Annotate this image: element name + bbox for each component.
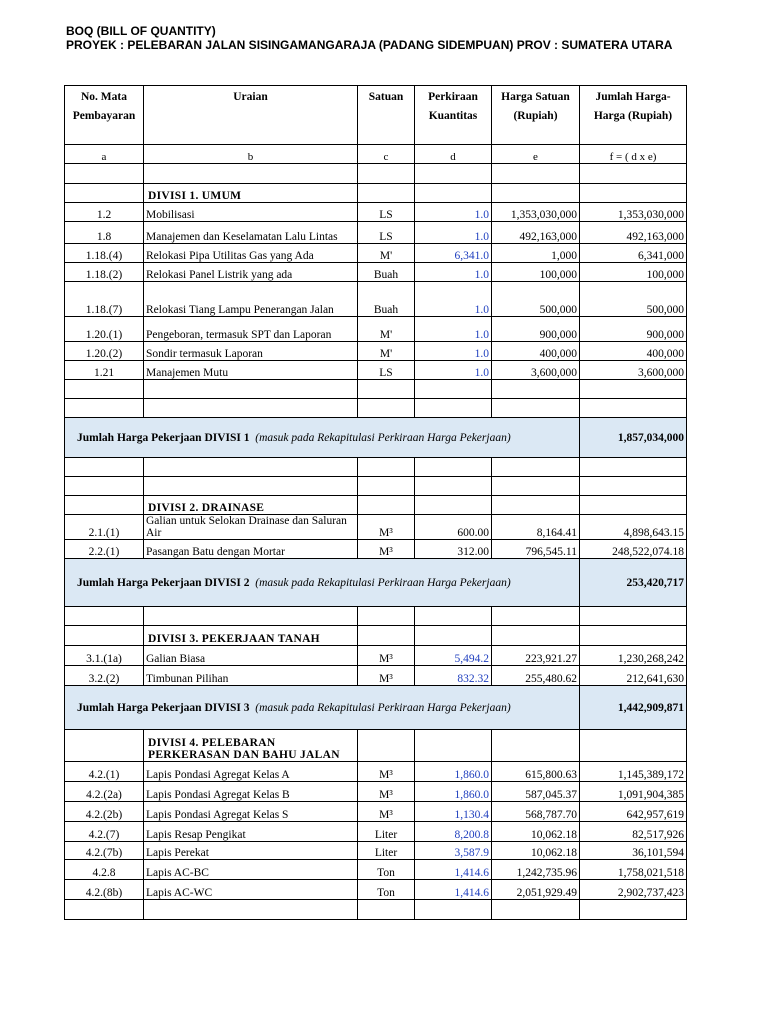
project-subtitle: PROYEK : PELEBARAN JALAN SISINGAMANGARAJA (PADANG SIDEMPUAN) PROV : SUMATERA UTARA <box>66 38 673 52</box>
division-title-text: DIVISI 1. UMUM <box>148 190 242 202</box>
empty-cell <box>492 607 580 626</box>
item-quantity: 1.0 <box>415 317 492 342</box>
item-description: Lapis Pondasi Agregat Kelas B <box>144 782 358 802</box>
division-title-text: DIVISI 3. PEKERJAAN TANAH <box>148 633 320 645</box>
item-unit: Buah <box>358 263 415 282</box>
item-description: Lapis Pondasi Agregat Kelas A <box>144 762 358 782</box>
empty-cell <box>65 184 144 203</box>
empty-cell <box>492 164 580 184</box>
item-quantity: 5,494.2 <box>415 646 492 666</box>
empty-cell <box>492 184 580 203</box>
empty-cell <box>144 458 358 477</box>
table-row <box>65 361 687 380</box>
item-number: 3.2.(2) <box>65 666 144 686</box>
item-unit: M' <box>358 244 415 263</box>
empty-cell <box>358 399 415 418</box>
item-total: 400,000 <box>580 342 687 361</box>
empty-cell <box>580 184 687 203</box>
item-unit-price: 1,353,030,000 <box>492 203 580 222</box>
item-total: 500,000 <box>580 282 687 317</box>
item-description: Sondir termasuk Laporan <box>144 342 358 361</box>
item-unit-price: 587,045.37 <box>492 782 580 802</box>
item-quantity: 1.0 <box>415 361 492 380</box>
item-quantity: 600.00 <box>415 515 492 540</box>
empty-cell <box>144 477 358 496</box>
table-row <box>65 203 687 222</box>
empty-cell <box>580 730 687 762</box>
empty-cell <box>415 164 492 184</box>
col-header-uraian: Uraian <box>144 86 358 145</box>
item-total: 2,902,737,423 <box>580 880 687 900</box>
item-total: 900,000 <box>580 317 687 342</box>
division-1-title-row <box>65 184 687 203</box>
item-quantity: 1,860.0 <box>415 782 492 802</box>
item-unit: Liter <box>358 822 415 842</box>
empty-cell <box>415 458 492 477</box>
item-unit: M³ <box>358 782 415 802</box>
division-2-total-row <box>65 559 687 607</box>
division-total-label <box>65 686 580 730</box>
item-quantity: 1.0 <box>415 342 492 361</box>
division-title <box>144 496 358 515</box>
empty-cell <box>492 380 580 399</box>
spacer-row <box>65 399 687 418</box>
empty-cell <box>492 496 580 515</box>
item-number: 1.18.(7) <box>65 282 144 317</box>
item-total: 4,898,643.15 <box>580 515 687 540</box>
empty-cell <box>65 496 144 515</box>
empty-cell <box>144 164 358 184</box>
item-description: Lapis Perekat <box>144 842 358 860</box>
item-number: 1.18.(2) <box>65 263 144 282</box>
division-2-title-row <box>65 496 687 515</box>
item-unit: Liter <box>358 842 415 860</box>
item-number: 4.2.(2a) <box>65 782 144 802</box>
empty-cell <box>580 399 687 418</box>
table-row <box>65 342 687 361</box>
item-unit-price: 8,164.41 <box>492 515 580 540</box>
item-quantity: 312.00 <box>415 540 492 559</box>
empty-cell <box>144 399 358 418</box>
item-unit: M³ <box>358 540 415 559</box>
item-description: Lapis Pondasi Agregat Kelas S <box>144 802 358 822</box>
table-row <box>65 666 687 686</box>
item-number: 1.2 <box>65 203 144 222</box>
item-total: 6,341,000 <box>580 244 687 263</box>
item-total: 82,517,926 <box>580 822 687 842</box>
empty-cell <box>358 730 415 762</box>
division-title-text: DIVISI 2. DRAINASE <box>148 502 265 514</box>
empty-cell <box>580 900 687 920</box>
col-letter-e: e <box>492 145 580 164</box>
item-quantity: 6,341.0 <box>415 244 492 263</box>
item-unit-price: 615,800.63 <box>492 762 580 782</box>
division-total-text: Jumlah Harga Pekerjaan DIVISI 2 <box>77 576 250 589</box>
item-quantity: 1.0 <box>415 222 492 244</box>
empty-cell <box>65 626 144 646</box>
item-description: Galian Biasa <box>144 646 358 666</box>
item-unit-price: 3,600,000 <box>492 361 580 380</box>
item-unit: M³ <box>358 515 415 540</box>
item-total: 1,758,021,518 <box>580 860 687 880</box>
empty-cell <box>358 607 415 626</box>
item-total: 248,522,074.18 <box>580 540 687 559</box>
item-unit-price: 255,480.62 <box>492 666 580 686</box>
empty-cell <box>415 607 492 626</box>
item-unit: M' <box>358 342 415 361</box>
item-unit-price: 1,000 <box>492 244 580 263</box>
spacer-row <box>65 458 687 477</box>
item-quantity: 1.0 <box>415 282 492 317</box>
spacer-row <box>65 164 687 184</box>
division-total-value: 1,857,034,000 <box>580 418 687 458</box>
empty-cell <box>492 458 580 477</box>
item-description: Pasangan Batu dengan Mortar <box>144 540 358 559</box>
spacer-row <box>65 900 687 920</box>
item-description: Pengeboran, termasuk SPT dan Laporan <box>144 317 358 342</box>
item-number: 1.21 <box>65 361 144 380</box>
item-unit: M³ <box>358 762 415 782</box>
item-total: 100,000 <box>580 263 687 282</box>
item-total: 1,353,030,000 <box>580 203 687 222</box>
division-title-text: DIVISI 4. PELEBARAN <box>148 737 276 749</box>
empty-cell <box>358 380 415 399</box>
empty-cell <box>415 900 492 920</box>
empty-cell <box>492 730 580 762</box>
item-description: Relokasi Pipa Utilitas Gas yang Ada <box>144 244 358 263</box>
empty-cell <box>415 399 492 418</box>
col-letter-d: d <box>415 145 492 164</box>
item-unit-price: 2,051,929.49 <box>492 880 580 900</box>
empty-cell <box>358 900 415 920</box>
empty-cell <box>415 380 492 399</box>
item-quantity: 1,860.0 <box>415 762 492 782</box>
empty-cell <box>65 607 144 626</box>
item-description: Lapis Resap Pengikat <box>144 822 358 842</box>
item-quantity: 8,200.8 <box>415 822 492 842</box>
item-total: 492,163,000 <box>580 222 687 244</box>
header-row <box>65 86 687 145</box>
item-unit-price: 796,545.11 <box>492 540 580 559</box>
item-number: 4.2.(1) <box>65 762 144 782</box>
item-unit-price: 10,062.18 <box>492 822 580 842</box>
empty-cell <box>492 900 580 920</box>
empty-cell <box>492 399 580 418</box>
empty-cell <box>415 730 492 762</box>
empty-cell <box>580 626 687 646</box>
item-number: 2.2.(1) <box>65 540 144 559</box>
empty-cell <box>580 458 687 477</box>
division-1-total-row <box>65 418 687 458</box>
table-row <box>65 222 687 244</box>
item-number: 4.2.(8b) <box>65 880 144 900</box>
spacer-row <box>65 607 687 626</box>
empty-cell <box>580 607 687 626</box>
item-description: Manajemen dan Keselamatan Lalu Lintas <box>144 222 358 244</box>
item-unit-price: 900,000 <box>492 317 580 342</box>
empty-cell <box>415 626 492 646</box>
item-number: 4.2.(7) <box>65 822 144 842</box>
table-row <box>65 860 687 880</box>
table-row <box>65 515 687 540</box>
division-total-text: Jumlah Harga Pekerjaan DIVISI 3 <box>77 701 250 714</box>
item-quantity: 1,414.6 <box>415 860 492 880</box>
empty-cell <box>65 730 144 762</box>
item-total: 1,230,268,242 <box>580 646 687 666</box>
col-letter-a: a <box>65 145 144 164</box>
item-unit: LS <box>358 203 415 222</box>
empty-cell <box>65 399 144 418</box>
col-letter-c: c <box>358 145 415 164</box>
item-total: 36,101,594 <box>580 842 687 860</box>
division-title <box>144 730 358 762</box>
table-row <box>65 802 687 822</box>
item-quantity: 1,130.4 <box>415 802 492 822</box>
item-unit-price: 10,062.18 <box>492 842 580 860</box>
division-total-note: (masuk pada Rekapitulasi Perkiraan Harga Pekerjaan) <box>255 701 511 714</box>
item-unit-price: 492,163,000 <box>492 222 580 244</box>
item-total: 212,641,630 <box>580 666 687 686</box>
item-description: Timbunan Pilihan <box>144 666 358 686</box>
empty-cell <box>358 184 415 203</box>
item-quantity: 832.32 <box>415 666 492 686</box>
division-total-label <box>65 418 580 458</box>
col-header-jumlah: Jumlah Harga-Harga (Rupiah) <box>580 86 687 145</box>
item-total: 3,600,000 <box>580 361 687 380</box>
empty-cell <box>415 477 492 496</box>
empty-cell <box>65 164 144 184</box>
item-number: 3.1.(1a) <box>65 646 144 666</box>
empty-cell <box>358 626 415 646</box>
item-description: Manajemen Mutu <box>144 361 358 380</box>
col-header-kuantitas: Perkiraan Kuantitas <box>415 86 492 145</box>
empty-cell <box>580 380 687 399</box>
item-unit: M' <box>358 317 415 342</box>
empty-cell <box>492 477 580 496</box>
item-unit: LS <box>358 361 415 380</box>
item-total: 642,957,619 <box>580 802 687 822</box>
empty-cell <box>580 496 687 515</box>
col-letter-f: f = ( d x e) <box>580 145 687 164</box>
empty-cell <box>415 496 492 515</box>
table-row <box>65 822 687 842</box>
item-number: 4.2.(7b) <box>65 842 144 860</box>
table-row <box>65 317 687 342</box>
col-header-satuan: Satuan <box>358 86 415 145</box>
item-unit-price: 223,921.27 <box>492 646 580 666</box>
item-unit: Ton <box>358 860 415 880</box>
item-quantity: 1,414.6 <box>415 880 492 900</box>
item-quantity: 3,587.9 <box>415 842 492 860</box>
item-unit-price: 500,000 <box>492 282 580 317</box>
document-title: BOQ (BILL OF QUANTITY) <box>66 24 216 38</box>
item-number: 4.2.(2b) <box>65 802 144 822</box>
division-title-text-2: PERKERASAN DAN BAHU JALAN <box>148 749 340 761</box>
empty-cell <box>415 184 492 203</box>
col-letter-b: b <box>144 145 358 164</box>
empty-cell <box>144 607 358 626</box>
item-description: Mobilisasi <box>144 203 358 222</box>
item-number: 1.20.(1) <box>65 317 144 342</box>
item-number: 4.2.8 <box>65 860 144 880</box>
empty-cell <box>492 626 580 646</box>
table-row <box>65 646 687 666</box>
item-unit: M³ <box>358 802 415 822</box>
division-total-note: (masuk pada Rekapitulasi Perkiraan Harga Pekerjaan) <box>255 576 511 589</box>
division-total-note: (masuk pada Rekapitulasi Perkiraan Harga Pekerjaan) <box>255 431 511 444</box>
item-quantity: 1.0 <box>415 203 492 222</box>
item-number: 1.8 <box>65 222 144 244</box>
item-description: Galian untuk Selokan Drainase dan Saluran Air <box>144 515 358 540</box>
division-3-title-row <box>65 626 687 646</box>
col-header-harga: Harga Satuan (Rupiah) <box>492 86 580 145</box>
table-row <box>65 263 687 282</box>
item-description: Lapis AC-WC <box>144 880 358 900</box>
empty-cell <box>358 477 415 496</box>
spacer-row <box>65 380 687 399</box>
item-unit-price: 100,000 <box>492 263 580 282</box>
empty-cell <box>580 164 687 184</box>
column-letter-row <box>65 145 687 164</box>
empty-cell <box>65 458 144 477</box>
spacer-row <box>65 477 687 496</box>
item-description: Lapis AC-BC <box>144 860 358 880</box>
item-description: Relokasi Panel Listrik yang ada <box>144 263 358 282</box>
division-3-total-row <box>65 686 687 730</box>
division-total-label <box>65 559 580 607</box>
table-row <box>65 842 687 860</box>
empty-cell <box>65 380 144 399</box>
item-number: 1.18.(4) <box>65 244 144 263</box>
item-total: 1,145,389,172 <box>580 762 687 782</box>
item-number: 1.20.(2) <box>65 342 144 361</box>
table-row <box>65 540 687 559</box>
table-row <box>65 782 687 802</box>
col-header-no: No. Mata Pembayaran <box>65 86 144 145</box>
item-total: 1,091,904,385 <box>580 782 687 802</box>
item-description: Relokasi Tiang Lampu Penerangan Jalan <box>144 282 358 317</box>
item-unit: M³ <box>358 666 415 686</box>
division-4-title-row <box>65 730 687 762</box>
empty-cell <box>358 458 415 477</box>
item-unit: Ton <box>358 880 415 900</box>
empty-cell <box>65 477 144 496</box>
item-unit: M³ <box>358 646 415 666</box>
empty-cell <box>358 496 415 515</box>
item-number: 2.1.(1) <box>65 515 144 540</box>
boq-table <box>64 85 687 920</box>
item-unit-price: 400,000 <box>492 342 580 361</box>
empty-cell <box>65 900 144 920</box>
item-unit-price: 568,787.70 <box>492 802 580 822</box>
item-quantity: 1.0 <box>415 263 492 282</box>
empty-cell <box>580 477 687 496</box>
empty-cell <box>358 164 415 184</box>
item-unit: LS <box>358 222 415 244</box>
item-unit: Buah <box>358 282 415 317</box>
division-total-text: Jumlah Harga Pekerjaan DIVISI 1 <box>77 431 250 444</box>
table-row <box>65 880 687 900</box>
item-unit-price: 1,242,735.96 <box>492 860 580 880</box>
empty-cell <box>144 900 358 920</box>
division-total-value: 253,420,717 <box>580 559 687 607</box>
division-total-value: 1,442,909,871 <box>580 686 687 730</box>
table-row <box>65 762 687 782</box>
division-title <box>144 626 358 646</box>
empty-cell <box>144 380 358 399</box>
division-title <box>144 184 358 203</box>
table-row <box>65 282 687 317</box>
table-row <box>65 244 687 263</box>
